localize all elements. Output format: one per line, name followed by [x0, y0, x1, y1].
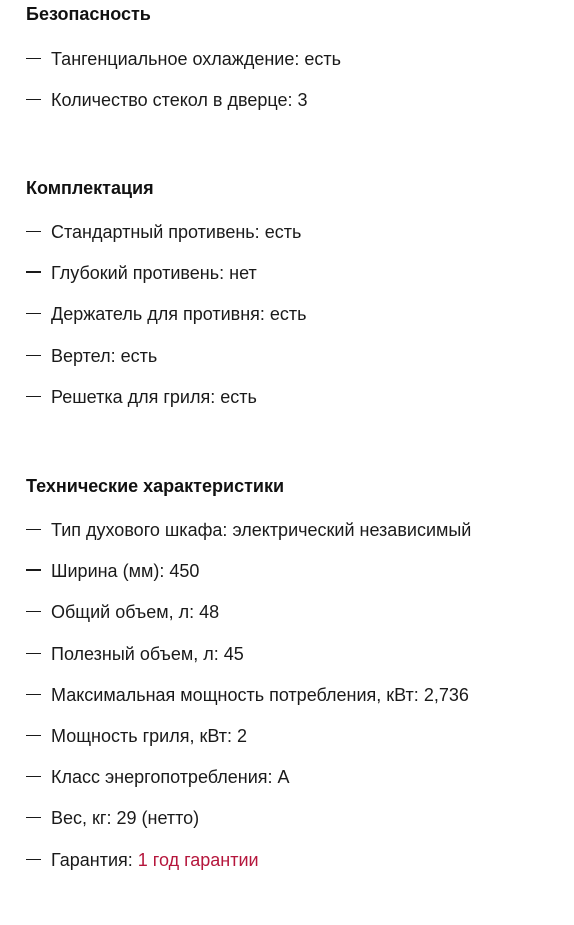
dash-icon	[26, 694, 41, 695]
list-item	[26, 765, 290, 789]
spec-label: Стандартный противень	[51, 222, 255, 242]
spec-separator: :	[222, 520, 233, 540]
spec-separator: :	[227, 726, 238, 746]
dash-icon	[26, 396, 41, 397]
spec-value: есть	[304, 49, 342, 69]
list-item	[26, 302, 307, 326]
list-item	[26, 600, 219, 624]
spec-label: Тангенциальное охлаждение	[51, 49, 295, 69]
warranty-link[interactable]: 1 год гарантии	[137, 850, 259, 870]
dash-icon	[26, 99, 41, 100]
dash-icon	[26, 58, 41, 59]
dash-icon	[26, 776, 41, 777]
dash-icon	[26, 529, 41, 530]
section-title: Технические характеристики	[26, 476, 285, 496]
section-specs	[26, 474, 566, 870]
spec-label: Мощность гриля, кВт	[51, 726, 228, 746]
spec-label: Общий объем, л	[51, 602, 190, 622]
spec-label: Гарантия	[51, 850, 128, 870]
dash-icon	[26, 313, 41, 314]
list-item	[26, 518, 471, 542]
dash-icon	[26, 355, 41, 356]
list-item	[26, 220, 301, 244]
dash-icon	[26, 653, 41, 654]
spec-label: Вес, кг	[51, 808, 107, 828]
spec-separator: :	[210, 387, 221, 407]
section-title: Безопасность	[26, 4, 151, 24]
spec-label: Держатель для противня	[51, 304, 260, 324]
list-item	[26, 642, 244, 666]
spec-separator: :	[294, 49, 305, 69]
spec-value: нет	[229, 263, 257, 283]
spec-value: 450	[169, 561, 200, 581]
dash-icon	[26, 735, 41, 736]
spec-value: A	[277, 767, 290, 787]
spec-label: Количество стекол в дверце	[51, 90, 288, 110]
list-item	[26, 88, 308, 112]
dash-icon	[26, 817, 41, 818]
spec-separator: :	[127, 850, 138, 870]
spec-value: есть	[220, 387, 257, 407]
spec-label: Тип духового шкафа	[51, 520, 223, 540]
spec-separator: :	[189, 602, 200, 622]
list-item	[26, 261, 257, 285]
spec-separator: :	[413, 685, 424, 705]
list-item	[26, 47, 341, 71]
spec-value: электрический независимый	[232, 520, 472, 540]
section-equipment	[26, 176, 566, 407]
spec-value: есть	[269, 304, 307, 324]
dash-icon	[26, 271, 41, 273]
spec-separator: :	[110, 346, 121, 366]
spec-separator: :	[259, 304, 270, 324]
dash-icon	[26, 569, 41, 571]
list-item	[26, 344, 157, 368]
spec-value: 2,736	[423, 685, 469, 705]
spec-value: 29 (нетто)	[116, 808, 200, 828]
section-title: Комплектация	[26, 178, 154, 198]
dash-icon	[26, 231, 41, 232]
spec-value: 45	[223, 644, 244, 664]
spec-separator: :	[287, 90, 298, 110]
spec-separator: :	[106, 808, 117, 828]
spec-label: Глубокий противень	[51, 263, 220, 283]
spec-separator: :	[213, 644, 224, 664]
list-item	[26, 559, 199, 583]
spec-label: Класс энергопотребления	[51, 767, 268, 787]
spec-value: есть	[120, 346, 158, 366]
spec-label: Полезный объем, л	[51, 644, 214, 664]
spec-separator: :	[219, 263, 230, 283]
list-item	[26, 385, 257, 409]
spec-label: Решетка для гриля	[51, 387, 211, 407]
spec-label: Максимальная мощность потребления, кВт	[51, 685, 414, 705]
list-item	[26, 724, 247, 748]
list-item	[26, 848, 259, 872]
section-safety	[26, 2, 566, 110]
dash-icon	[26, 859, 41, 860]
list-item	[26, 683, 469, 707]
spec-value: 3	[297, 90, 308, 110]
spec-separator: :	[159, 561, 170, 581]
spec-separator: :	[267, 767, 278, 787]
dash-icon	[26, 611, 41, 612]
spec-value: есть	[264, 222, 302, 242]
spec-value: 48	[199, 602, 220, 622]
spec-label: Вертел	[51, 346, 111, 366]
list-item	[26, 806, 199, 830]
spec-separator: :	[254, 222, 265, 242]
spec-value: 2	[237, 726, 248, 746]
spec-label: Ширина (мм)	[51, 561, 160, 581]
